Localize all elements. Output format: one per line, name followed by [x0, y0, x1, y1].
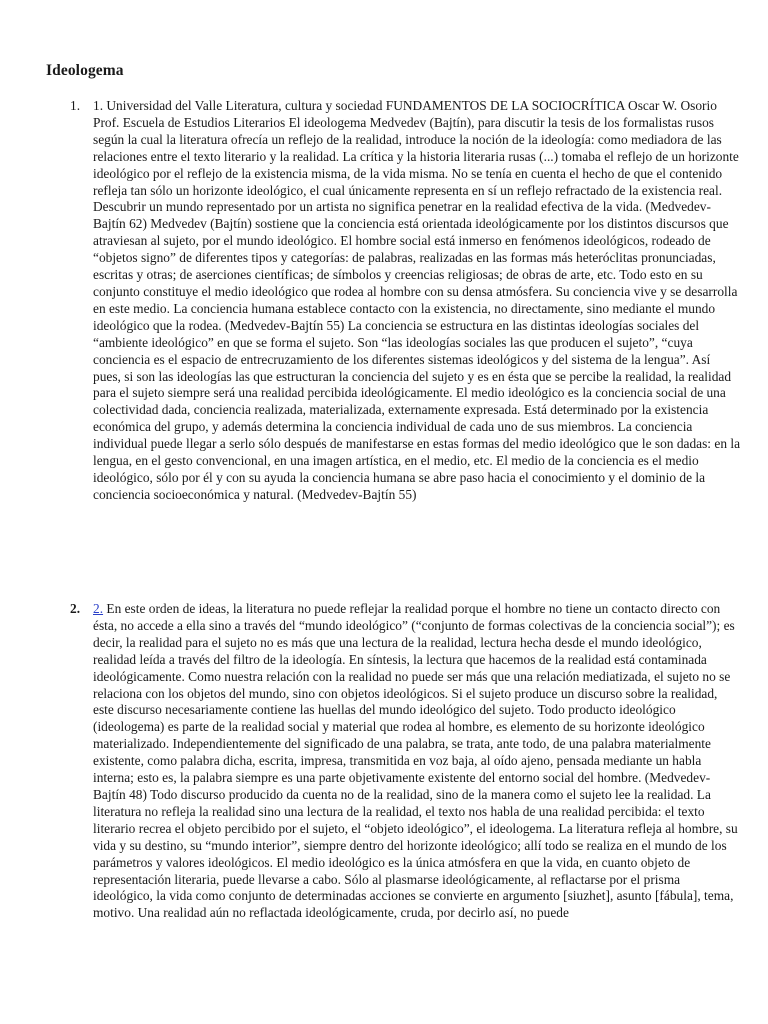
list-item-text [93, 601, 741, 922]
list-item [70, 98, 740, 504]
list-item [70, 601, 740, 922]
list-item-text [93, 98, 741, 504]
item-link[interactable]: 2. [93, 601, 104, 616]
list-item-number: 1. [70, 98, 81, 113]
paragraph-text: 1. Universidad del Valle Literatura, cultura y sociedad FUNDAMENTOS DE LA SOCIOCRÍTICA Oscar W. Osorio Prof. Escuela de Estudios Literarios El ideologema Medvedev (Bajtín), para discutir la tesis de los formalistas rusos según la cual la literatura ofrecía un reflejo de la realidad, introduce la noción de la ideología: como mediadora de las relaciones entre el texto literario y la realidad. La crítica y la historia literaria rusas (...) tomaba el reflejo de un horizonte ideológico por el reflejo de la existencia misma, de la vida misma. No se tenía en cuenta el hecho de que el contenido refleja tan sólo un horizonte ideológico, el cual únicamente representa en sí un reflejo refractado de la existencia real. Descubrir un mundo representado por un artista no significa penetrar en la realidad efectiva de la vida. (Medvedev-Bajtín 62) Medvedev (Bajtín) sostiene que la conciencia está orientada ideológicamente por los distintos discursos que atraviesan al sujeto, por el mundo ideológico. El hombre social está inmerso en fenómenos ideológicos, rodeado de “objetos signo” de diferentes tipos y categorías: de palabras, realizadas en las formas más heteróclitas pronunciadas, escritas y otras; de aserciones científicas; de símbolos y creencias religiosas; de obras de arte, etc. Todo esto en su conjunto constituye el medio ideológico que rodea al hombre con su densa atmósfera. Su conciencia vive y se desarrolla en este medio. La conciencia humana establece contacto con la existencia, no directamente, sino mediante el mundo ideológico que la rodea. (Medvedev-Bajtín 55) La conciencia se estructura en las distintas ideologías sociales del “ambiente ideológico” en que se forma el sujeto. Son “las ideologías sociales las que producen el sujeto”, “cuya conciencia es el espacio de entrecruzamiento de los diferentes sistemas ideológicos y del sistema de la lengua”. Así pues, si son las ideologías las que estructuran la conciencia del sujeto y es en ésta que se percibe la realidad, la realidad para el sujeto siempre será una realidad percibida ideológicamente. El medio ideológico es la conciencia social de una colectividad dada, conciencia realizada, materializada, externamente expresada. Está determinado por la existencia económica del grupo, y además determina la conciencia individual de cada uno de sus miembros. La conciencia individual puede llegar a serlo sólo después de manifestarse en estas formas del medio ideológico que le son dadas: en la lengua, en el gesto convencional, en una imagen artística, en el medio, etc. El medio de la conciencia es el medio ideológico, sólo por él y con su ayuda la conciencia humana se abre paso hacia el conocimiento y el dominio de la conciencia socioeconómica y natural. (Medvedev-Bajtín 55) [93, 98, 741, 502]
document-title: Ideologema [46, 62, 124, 79]
paragraph-text: En este orden de ideas, la literatura no puede reflejar la realidad porque el hombre no tiene un contacto directo con ésta, no accede a ella sino a través del “mundo ideológico” (“conjunto de formas colectivas de la conciencia social”); es decir, la realidad para el sujeto no es más que una lectura de la realidad, lectura hecha desde el mundo ideológico, realidad leída a través del filtro de la ideología. En síntesis, la lectura que hacemos de la realidad está contaminada ideológicamente. Como nuestra relación con la realidad no puede ser más que una relación mediatizada, el sujeto no se relaciona con los objetos del mundo, sino con objetos ideológicos. Si el sujeto produce un discurso sobre la realidad, este discurso necesariamente contiene las huellas del mundo ideológico del sujeto. Todo producto ideológico (ideologema) es parte de la realidad social y material que rodea al hombre, es elemento de su horizonte ideológico materializado. Independientemente del significado de una palabra, se trata, ante todo, de una palabra materialmente existente, como palabra dicha, escrita, impresa, transmitida en voz baja, al oído ajeno, pensada mediante un habla interna; esto es, la palabra siempre es una parte objetivamente existente del entorno social del hombre. (Medvedev-Bajtín 48) Todo discurso producido da cuenta no de la realidad, sino de la manera como el sujeto lee la realidad. La literatura no refleja la realidad sino una lectura de la realidad, el texto nos habla de una realidad percibida: el texto literario recrea el objeto percibido por el sujeto, el “objeto ideológico”, el ideologema. La literatura refleja al hombre, su vida y su destino, su “mundo interior”, siempre dentro del horizonte ideológico; allí todo se realiza en el mundo de los parámetros y valores ideológicos. El medio ideológico es la única atmósfera en que la vida, en cuanto objeto de representación literaria, puede llevarse a cabo. Sólo al plasmarse ideológicamente, al reflactarse por el prisma ideológico, la vida como conjunto de determinadas acciones se convierte en argumento [siuzhet], asunto [fábula], tema, motivo. Una realidad aún no reflactada ideológicamente, cruda, por decirlo así, no puede [93, 601, 738, 921]
list-item-number: 2. [70, 601, 81, 616]
